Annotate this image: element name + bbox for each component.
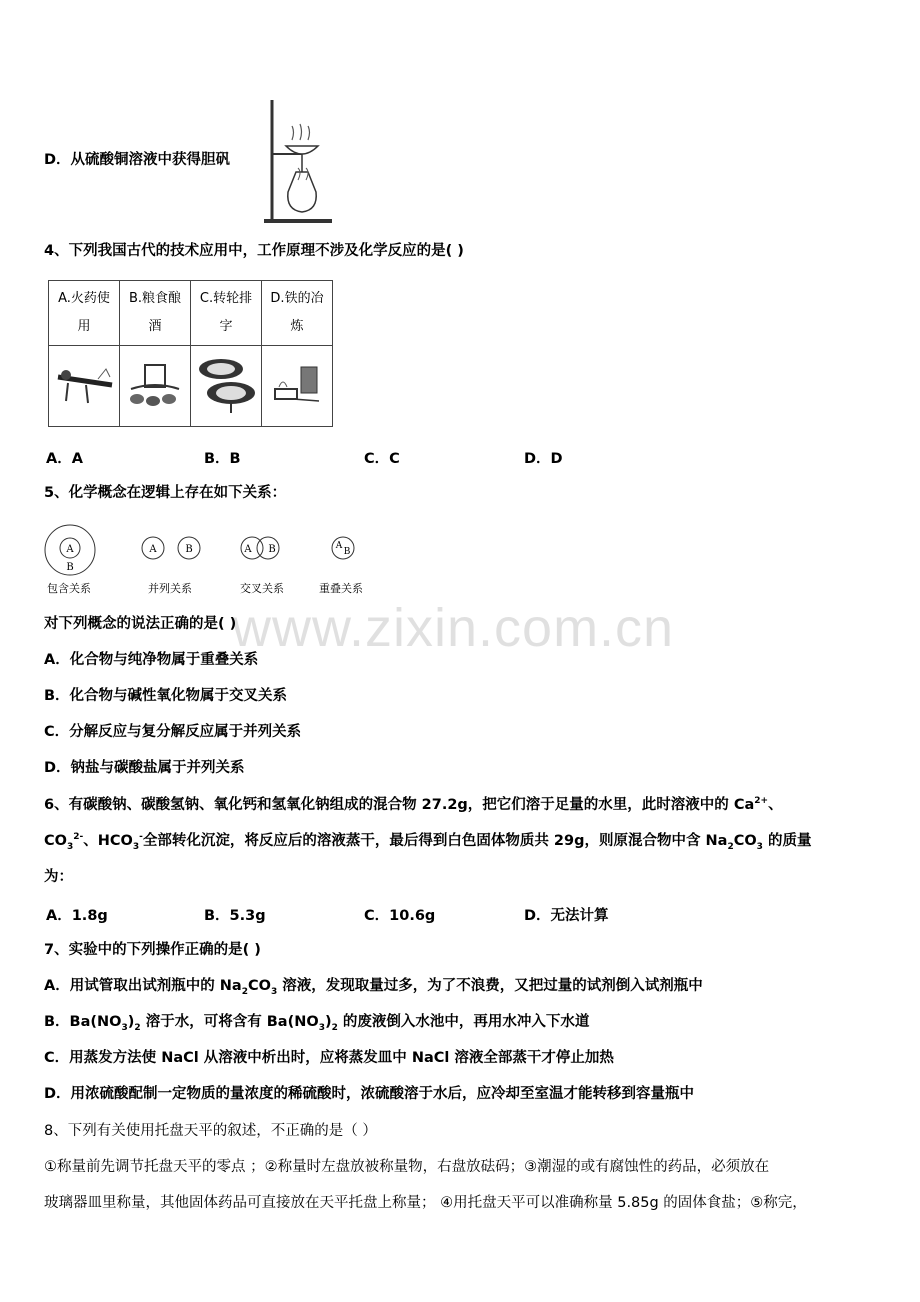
q5-option-d[interactable]: D．钠盐与碳酸盐属于并列关系: [44, 760, 245, 776]
q3-option-d: D．从硫酸铜溶液中获得胆矾: [44, 152, 231, 168]
q7-stem: 7、实验中的下列操作正确的是( ): [44, 942, 261, 958]
relation-label-parallel: 并列关系: [148, 582, 192, 595]
q6-option-c[interactable]: C．10.6g: [364, 908, 436, 924]
q4-option-a[interactable]: A．A: [46, 451, 83, 467]
q4-header-d: D.铁的冶 炼: [262, 281, 333, 346]
q5-option-b[interactable]: B．化合物与碱性氧化物属于交叉关系: [44, 688, 288, 704]
q6-line3: 为：: [44, 869, 73, 885]
q4-header-c: C.转轮排 字: [191, 281, 262, 346]
watermark: www.zixin.com.cn: [232, 598, 675, 658]
gunpowder-image: [49, 346, 120, 427]
q6-option-a[interactable]: A．1.8g: [46, 908, 108, 924]
q6-option-d[interactable]: D．无法计算: [524, 908, 609, 924]
q4-stem: 4、下列我国古代的技术应用中，工作原理不涉及化学反应的是( ): [44, 243, 464, 259]
parallel-a-label: A: [149, 544, 157, 555]
relation-label-intersect: 交叉关系: [240, 582, 284, 595]
q7-option-a[interactable]: A．用试管取出试剂瓶中的 $Na_2CO_3$ 溶液，发现取量过多，为了不浪费，又把过量的试剂倒入试剂瓶中: [44, 978, 703, 997]
relation-diagrams: [40, 524, 370, 576]
overlap-a-label: A: [335, 541, 343, 551]
q5-question: 对下列概念的说法正确的是( ): [44, 616, 237, 632]
containment-outer-label: B: [66, 562, 74, 573]
q4-table: [48, 280, 333, 427]
q6-line1: 6、有碳酸钠、碳酸氢钠、氧化钙和氢氧化钠组成的混合物 27.2g，把它们溶于足量的水里，此时溶液中的 $Ca^{2+}$、: [44, 796, 783, 813]
q6-option-b[interactable]: B．5.3g: [204, 908, 266, 924]
intersect-b-label: B: [268, 544, 276, 555]
iron-smelting-image: [262, 346, 333, 427]
q8-line1: ①称量前先调节托盘天平的零点 ；②称量时左盘放被称量物，右盘放砝码；③潮湿的或有腐蚀性的药品，必须放在: [44, 1159, 770, 1175]
relation-label-containment: 包含关系: [47, 582, 91, 595]
q4-header-a: A.火药使 用: [49, 281, 120, 346]
q8-line2: 玻璃器皿里称量，其他固体药品可直接放在天平托盘上称量； ④用托盘天平可以准确称量 5.85g 的固体食盐；⑤称完，: [44, 1195, 807, 1211]
q7-option-d[interactable]: D．用浓硫酸配制一定物质的量浓度的稀硫酸时，浓硫酸溶于水后，应冷却至室温才能转移到容量瓶中: [44, 1086, 695, 1102]
q8-stem: 8、下列有关使用托盘天平的叙述，不正确的是（ ）: [44, 1123, 377, 1139]
q4-option-b[interactable]: B．B: [204, 451, 241, 467]
q6-line2: $CO_3^{2-}$、$HCO_3^-$全部转化沉淀，将反应后的溶液蒸干，最后得到白色固体物质共 29g，则原混合物中含 $Na_2CO_3$ 的质量: [44, 832, 812, 852]
relation-label-overlap: 重叠关系: [319, 582, 363, 595]
q4-option-c[interactable]: C．C: [364, 451, 400, 467]
q7-option-b[interactable]: B．$Ba(NO_3)_2$ 溶于水，可将含有 $Ba(NO_3)_2$ 的废液倒入水池中，再用水冲入下水道: [44, 1014, 590, 1033]
q5-option-c[interactable]: C．分解反应与复分解反应属于并列关系: [44, 724, 302, 740]
q5-stem: 5、化学概念在逻辑上存在如下关系：: [44, 485, 287, 501]
evaporation-apparatus-image: [262, 96, 338, 226]
q7-option-c[interactable]: C．用蒸发方法使 NaCl 从溶液中析出时，应将蒸发皿中 NaCl 溶液全部蒸干才停止加热: [44, 1050, 614, 1066]
q5-option-a[interactable]: A．化合物与纯净物属于重叠关系: [44, 652, 259, 668]
containment-inner-label: A: [66, 544, 74, 555]
overlap-b-label: B: [343, 547, 351, 557]
wine-brewing-image: [120, 346, 191, 427]
movable-type-wheel-image: [191, 346, 262, 427]
parallel-b-label: B: [185, 544, 193, 555]
q4-option-d[interactable]: D．D: [524, 451, 563, 467]
q4-header-b: B.粮食酿 酒: [120, 281, 191, 346]
intersect-a-label: A: [244, 544, 252, 555]
